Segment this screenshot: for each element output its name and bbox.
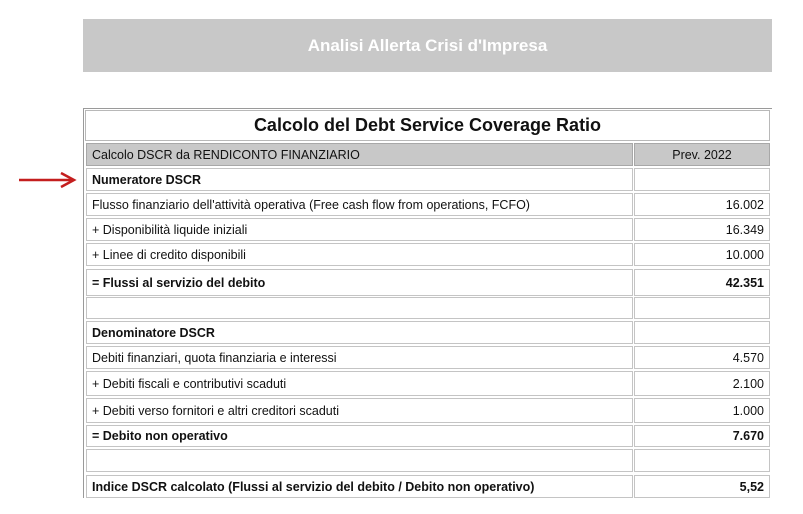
row-financial-debts-value: 4.570 <box>634 346 770 369</box>
row-flows-total-label: = Flussi al servizio del debito <box>86 269 633 296</box>
row-tax-debts-value: 2.100 <box>634 371 770 396</box>
row-credit-lines-value: 10.000 <box>634 243 770 266</box>
table-header-period: Prev. 2022 <box>634 143 770 166</box>
row-flows-total-value: 42.351 <box>634 269 770 296</box>
numerator-section-value <box>634 168 770 191</box>
row-credit-lines-label: + Linee di credito disponibili <box>86 243 633 266</box>
row-debt-total-value: 7.670 <box>634 425 770 447</box>
dscr-table <box>83 108 772 498</box>
row-fcfo-label: Flusso finanziario dell'attività operativa (Free cash flow from operations, FCFO) <box>86 193 633 216</box>
row-supplier-debts-label: + Debiti verso fornitori e altri creditori scaduti <box>86 398 633 423</box>
row-fcfo-value: 16.002 <box>634 193 770 216</box>
row-liquidity-label: + Disponibilità liquide iniziali <box>86 218 633 241</box>
row-dscr-index-value: 5,52 <box>634 475 770 498</box>
row-liquidity-value: 16.349 <box>634 218 770 241</box>
spacer-row-value <box>634 297 770 319</box>
row-dscr-index-label: Indice DSCR calcolato (Flussi al servizio del debito / Debito non operativo) <box>86 475 633 498</box>
spacer-row-label <box>86 297 633 319</box>
page-title: Analisi Allerta Crisi d'Impresa <box>307 35 548 55</box>
row-tax-debts-label: + Debiti fiscali e contributivi scaduti <box>86 371 633 396</box>
row-financial-debts-label: Debiti finanziari, quota finanziaria e interessi <box>86 346 633 369</box>
table-title: Calcolo del Debt Service Coverage Ratio <box>85 110 770 141</box>
denominator-section-value <box>634 321 770 344</box>
spacer-row-value <box>634 449 770 472</box>
numerator-section-label: Numeratore DSCR <box>86 168 633 191</box>
table-header-label: Calcolo DSCR da RENDICONTO FINANZIARIO <box>86 143 633 166</box>
spacer-row-label <box>86 449 633 472</box>
red-arrow-icon <box>17 170 77 190</box>
denominator-section-label: Denominatore DSCR <box>86 321 633 344</box>
page-banner <box>83 19 772 72</box>
row-debt-total-label: = Debito non operativo <box>86 425 633 447</box>
row-supplier-debts-value: 1.000 <box>634 398 770 423</box>
